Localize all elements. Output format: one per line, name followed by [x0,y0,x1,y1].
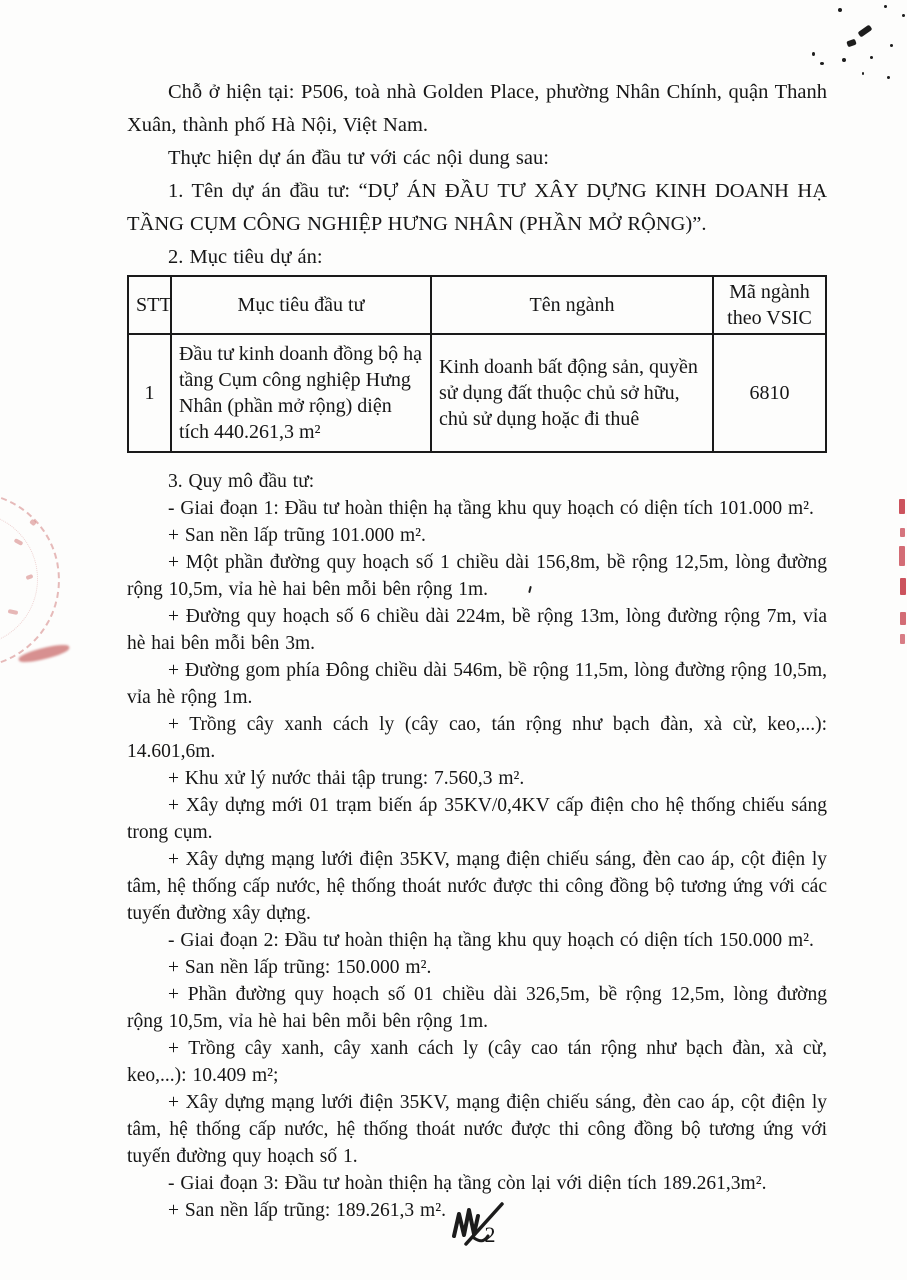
page-number: 2 [484,1222,496,1247]
scale-item: + Phần đường quy hoạch số 01 chiều dài 326,5m, bề rộng 12,5m, lòng đường rộng 10,5m, vỉa hè hai bên mỗi bên rộng 1m. [127,984,827,1032]
intro-section [127,76,827,274]
heading-scale: 3. Quy mô đầu tư: [168,471,315,492]
red-edge-mark [899,499,905,514]
red-stamp-arc [0,492,60,668]
ink-speck [812,52,815,56]
table-row [128,334,826,452]
ink-speck [838,8,842,12]
red-stamp-fragment [26,574,34,580]
table-header-ma-nganh: Mã ngành theo VSIC [713,276,826,334]
scale-item: + Đường quy hoạch số 6 chiều dài 224m, bề rộng 13m, lòng đường rộng 7m, vỉa hè hai bên mỗi bên 3m. [127,606,827,654]
scale-item: + San nền lấp trũng: 150.000 m². [168,957,432,978]
scale-item: + San nền lấp trũng 101.000 m². [168,525,426,546]
table-header-stt: STT [128,276,171,334]
ink-speck [846,39,857,48]
objectives-table [127,275,827,453]
scale-item: - Giai đoạn 1: Đầu tư hoàn thiện hạ tầng khu quy hoạch có diện tích 101.000 m². [168,498,814,519]
scale-item: - Giai đoạn 2: Đầu tư hoàn thiện hạ tầng khu quy hoạch có diện tích 150.000 m². [168,930,814,951]
scale-item: + Xây dựng mới 01 trạm biến áp 35KV/0,4KV cấp điện cho hệ thống chiếu sáng trong cụm. [127,795,827,843]
red-stamp-fragment [8,609,19,615]
heading-objective: 2. Mục tiêu dự án: [168,246,323,268]
paragraph-project-name: 1. Tên dự án đầu tư: “DỰ ÁN ĐẦU TƯ XÂY DỰNG KINH DOANH HẠ TẦNG CỤM CÔNG NGHIỆP HƯNG NHÂN (PHẦN MỞ RỘNG)”. [127,180,827,235]
ink-speck [870,56,873,59]
ink-speck [902,14,905,17]
table-header-row [128,276,826,334]
red-edge-mark [900,612,906,625]
paragraph-residence: Chỗ ở hiện tại: P506, toà nhà Golden Place, phường Nhân Chính, quận Thanh Xuân, thành phố Hà Nội, Việt Nam. [127,81,827,136]
red-stamp-fragment [29,519,37,527]
scale-item: + Xây dựng mạng lưới điện 35KV, mạng điện chiếu sáng, đèn cao áp, cột điện ly tâm, hệ thống cấp nước, hệ thống thoát nước được thi công đồng bộ tương ứng với các tuyến đường xây dựng. [127,849,827,924]
red-edge-mark [899,546,905,566]
scale-item: + Một phần đường quy hoạch số 1 chiều dài 156,8m, bề rộng 12,5m, lòng đường rộng 10,5m, vỉa hè hai bên mỗi bên rộng 1m. [127,552,827,600]
ink-speck [842,58,846,62]
table-cell-ten-nganh: Kinh doanh bất động sản, quyền sử dụng đất thuộc chủ sở hữu, chủ sử dụng hoặc đi thuê [431,334,713,452]
scale-item-text: + San nền lấp trũng: 189.261,3 m². [168,1200,446,1221]
paragraph-implement: Thực hiện dự án đầu tư với các nội dung sau: [168,147,549,169]
scale-item: - Giai đoạn 3: Đầu tư hoàn thiện hạ tầng còn lại với diện tích 189.261,3m². [168,1173,767,1194]
scale-item: + Xây dựng mạng lưới điện 35KV, mạng điện chiếu sáng, đèn cao áp, cột điện ly tâm, hệ thống cấp nước, hệ thống thoát nước được thi công đồng bộ tương ứng với tuyến đường quy hoạch số 1. [127,1092,827,1167]
ink-speck [887,76,890,79]
red-edge-mark [900,578,906,595]
table-header-muc-tieu: Mục tiêu đầu tư [171,276,431,334]
red-stamp-inner-arc [0,512,38,646]
document-content [127,76,827,1224]
red-stamp-smudge [17,642,70,665]
red-stamp-fragment [14,538,24,546]
table-cell-ma-nganh: 6810 [713,334,826,452]
scale-item: + Khu xử lý nước thải tập trung: 7.560,3 m². [168,768,525,789]
ink-speck [858,25,873,38]
scale-item: + Trồng cây xanh, cây xanh cách ly (cây cao tán rộng như bạch đàn, xà cừ, keo,...): 10.409 m²; [127,1038,827,1086]
red-edge-mark [900,634,905,644]
scale-item: + Đường gom phía Đông chiều dài 546m, bề rộng 11,5m, lòng đường rộng 10,5m, vỉa hè rộng 1m. [127,660,827,708]
table-cell-stt: 1 [128,334,171,452]
ink-speck [890,44,893,47]
ink-speck [862,72,864,75]
ink-speck [820,62,824,65]
scale-item-with-signature [127,1197,827,1224]
scale-section [127,468,827,1224]
table-header-ten-nganh: Tên ngành [431,276,713,334]
scale-item: + Trồng cây xanh cách ly (cây cao, tán rộng như bạch đàn, xà cừ, keo,...): 14.601,6m. [127,714,827,762]
table-cell-muc-tieu: Đầu tư kinh doanh đồng bộ hạ tầng Cụm công nghiệp Hưng Nhân (phần mở rộng) diện tích 440.261,3 m² [171,334,431,452]
red-edge-mark [900,528,905,537]
ink-speck [884,5,887,8]
